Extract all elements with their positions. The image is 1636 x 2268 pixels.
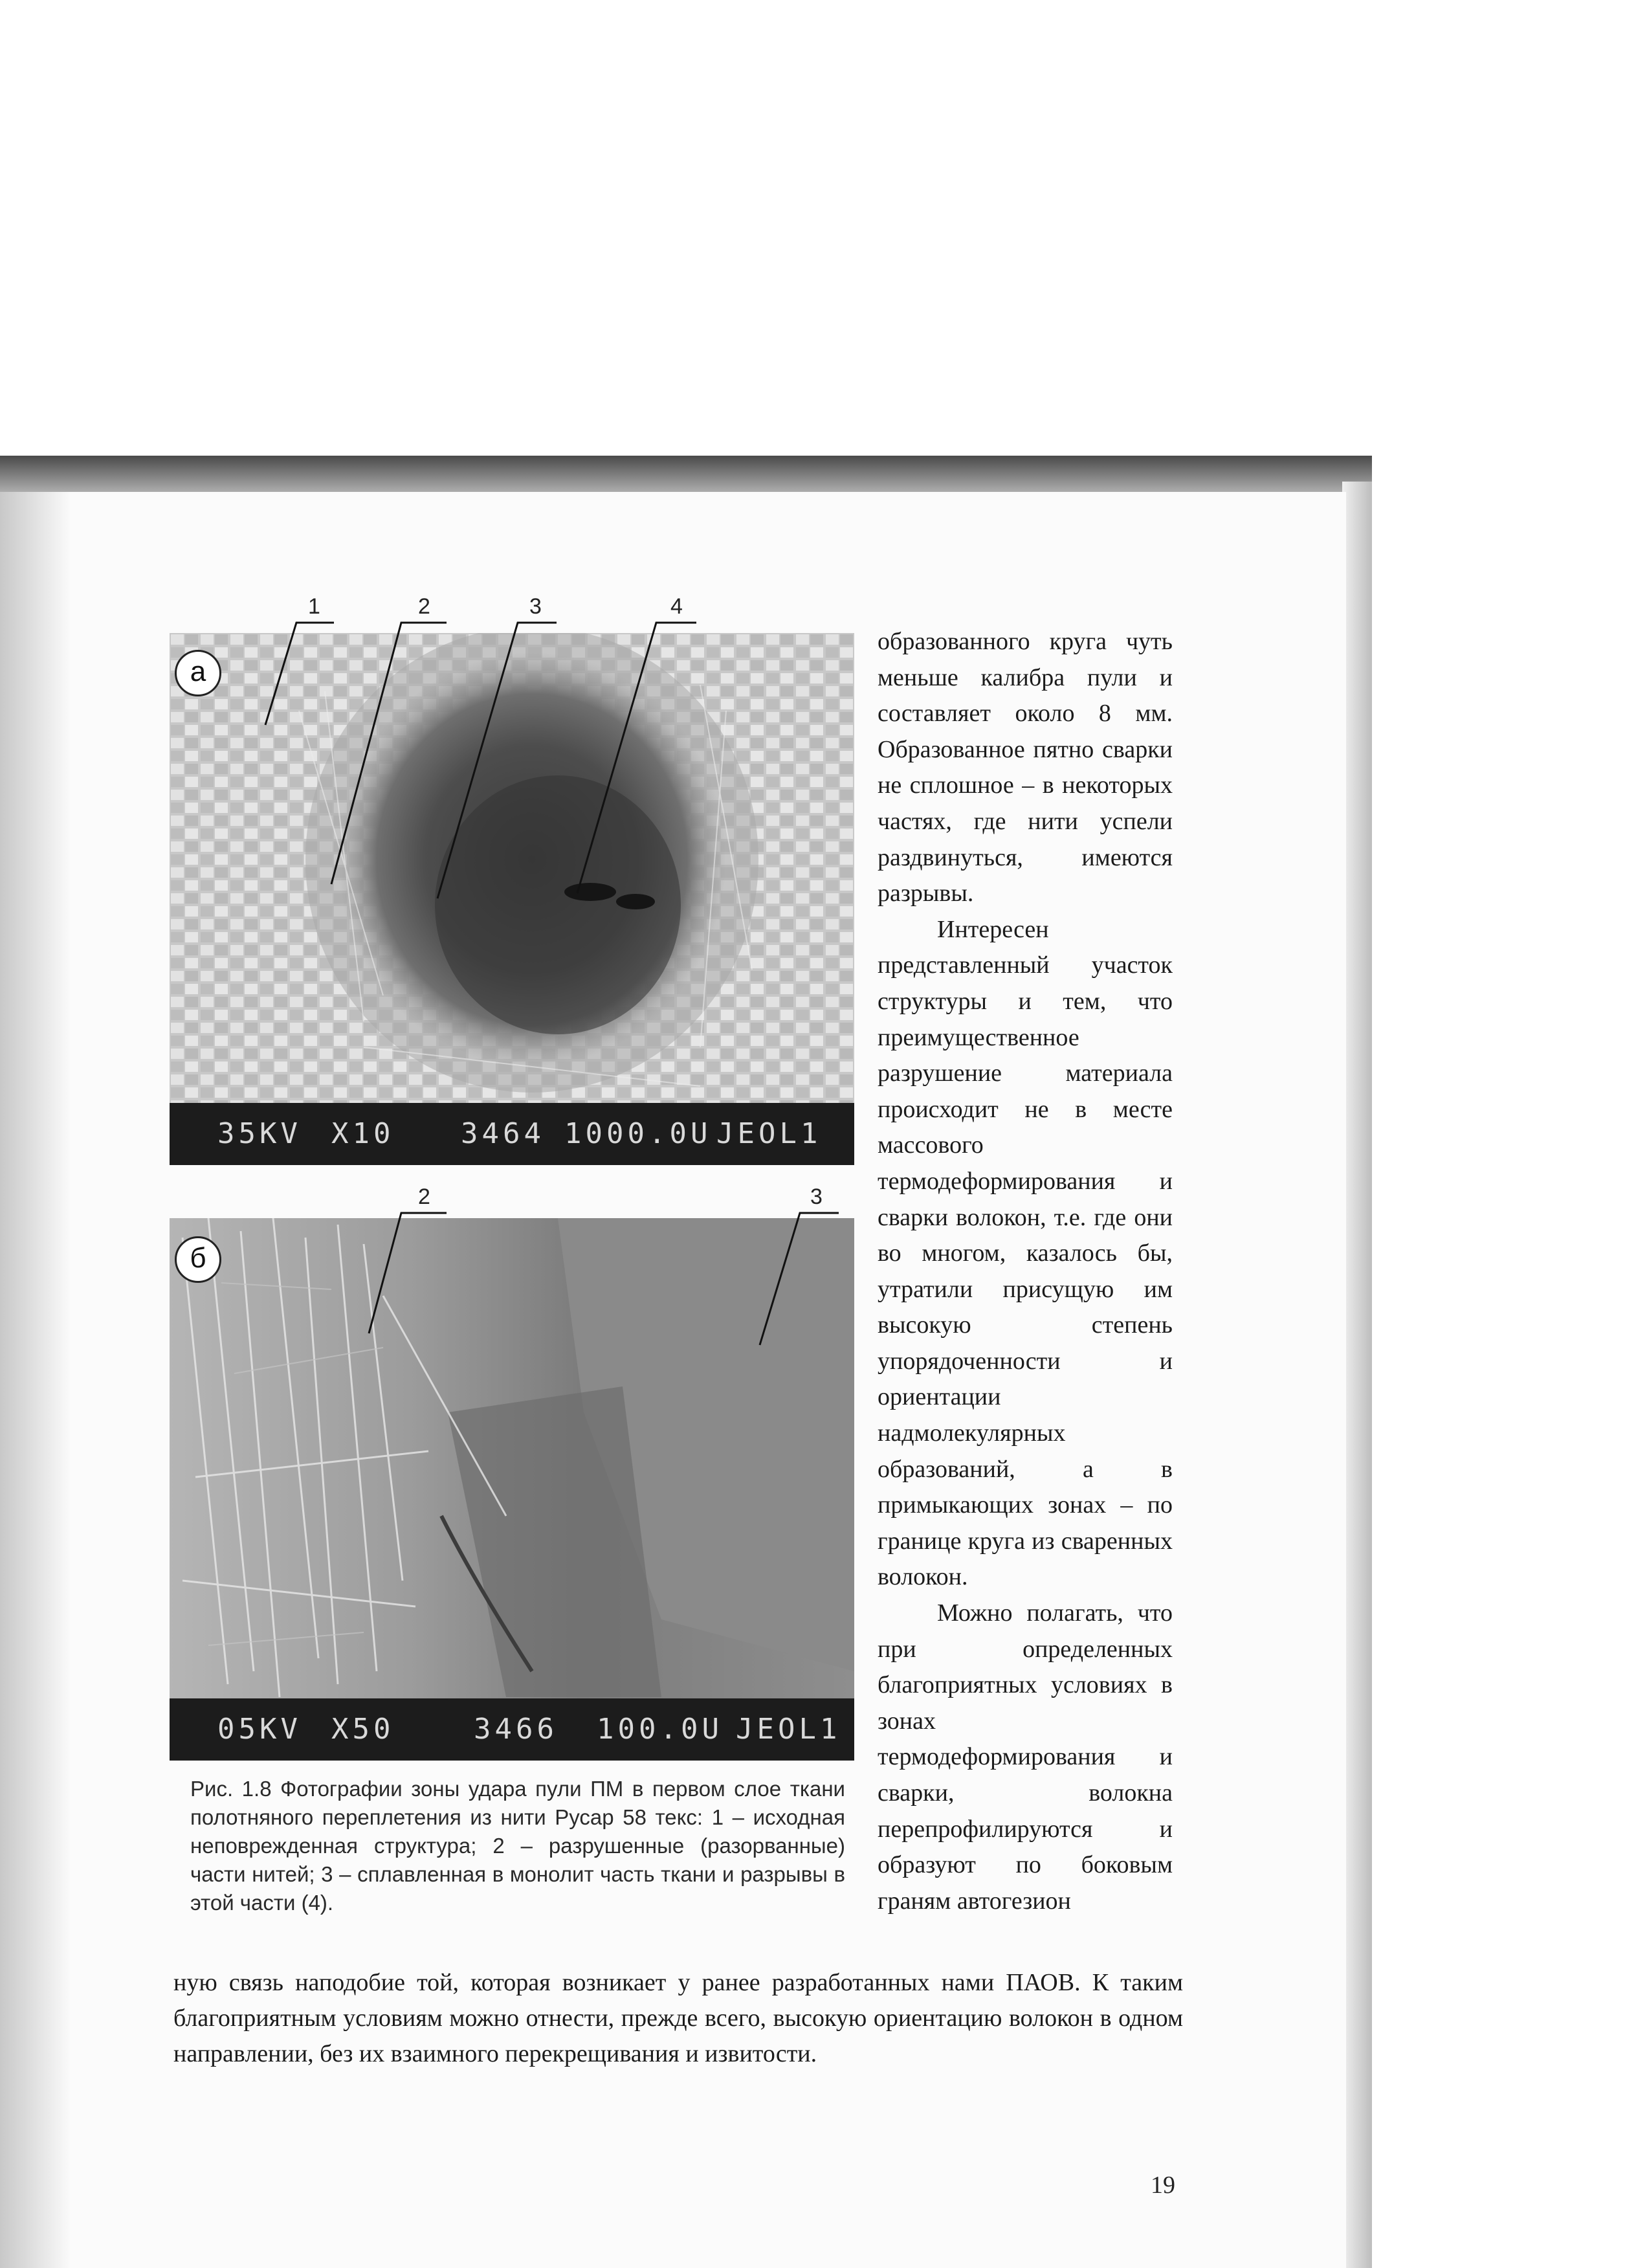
sem-image-a [170,633,854,1165]
sem-instrument: JEOL1 [736,1713,841,1746]
sem-photo-panel-b [170,1218,854,1761]
paragraph: ную связь наподобие той, которая возникает у ранее разработанных нами ПАОВ. К таким благоприятным условиям можно отнести, прежде всего, высокую ориентацию волокон в одном направлении, без их взаимного перекрещивания и извитости. [173,1969,1183,2067]
book-spine-shadow [0,492,71,2268]
figure-caption: Рис. 1.8 Фотографии зоны удара пули ПМ в первом слое ткани полотняного переплетения из нити Русар 58 текс: 1 – исходная неповрежденная структура; 2 – разрушенные (разорванные) части нитей; 3 – сплавленная в монолит часть ткани и разрывы в этой части (4). [190,1777,845,1915]
callout-label-a-4: 4 [670,594,683,619]
sem-scale: 1000.0U [564,1117,712,1150]
column-text [878,624,1173,1919]
callout-label-b-3: 3 [810,1184,823,1209]
callout-label-a-2: 2 [418,594,430,619]
sem-databar-b [170,1698,854,1761]
sem-frame-number: 3466 [474,1713,558,1746]
callout-label-b-2: 2 [418,1184,430,1209]
panel-letter-a: а [175,650,221,696]
sem-databar-a [170,1103,854,1165]
paragraph: Можно полагать, что при определенных благоприятных условиях в зонах термодеформирования и сварки, волокна перепрофилируются и образуют по боковым граням автогезион [878,1599,1173,1915]
panel-letter-b: б [175,1236,221,1283]
sem-photo-panel-a [170,633,854,1165]
paragraph: Интересен представленный участок структуры и тем, что преимущественное разрушение материала происходит не в месте массового термодеформирования и сварки волокон, т.е. где они во многом, казалось бы, утратили присущую им высокую степень упорядоченности и ориентации надмолекулярных образований, а в примыкающих зонах – по границе круга из сваренных волокон. [878,915,1173,1591]
sem-frame-number: 3464 [461,1117,545,1150]
sem-image-b [170,1218,854,1761]
sem-scale: 100.0U [597,1713,723,1746]
callout-label-a-1: 1 [308,594,320,619]
page-number: 19 [1151,2172,1175,2199]
sem-voltage: 35KV [217,1117,302,1150]
sem-voltage: 05KV [217,1713,302,1746]
scanner-page-edge [1342,482,1372,2268]
sem-magnification: X10 [331,1117,395,1150]
sem-instrument: JEOL1 [716,1117,822,1150]
paragraph: образованного круга чуть меньше калибра пули и составляет около 8 мм. Образованное пятно сварки не сплошное – в некоторых частях, где нити успели раздвинуться, имеются разрывы. [878,628,1173,907]
full-width-text [173,1965,1183,2072]
sem-magnification: X50 [331,1713,395,1746]
callout-label-a-3: 3 [529,594,542,619]
